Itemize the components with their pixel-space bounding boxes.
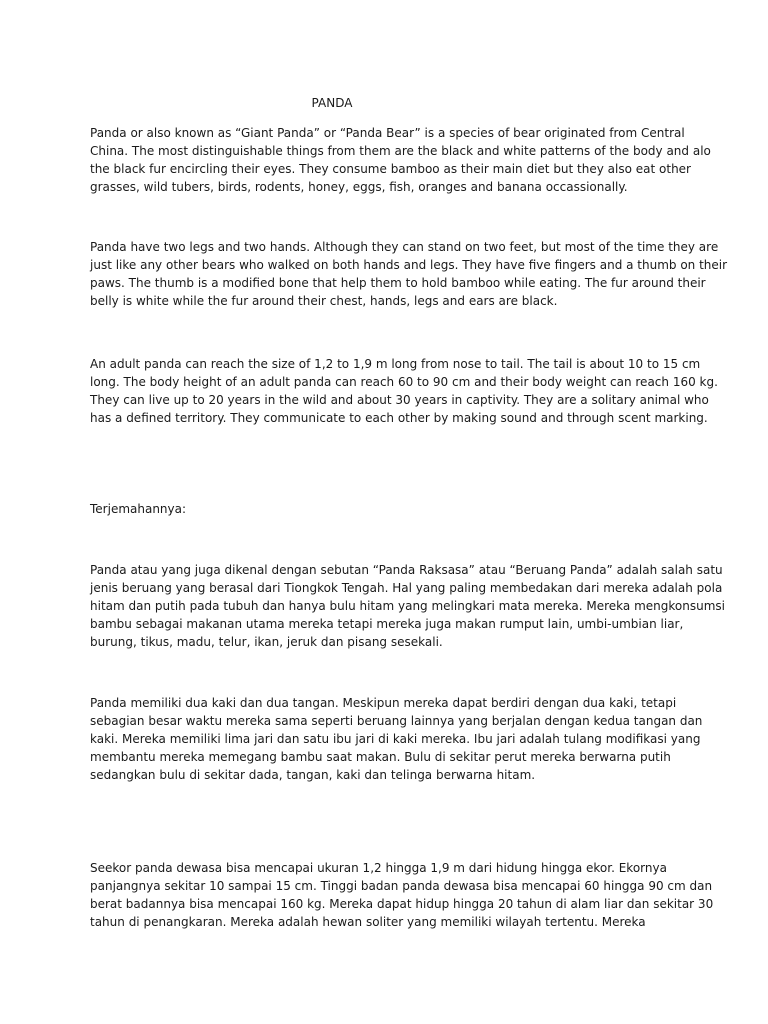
paragraph-anatomy-translation xyxy=(90,694,703,784)
text-line: Seekor panda dewasa bisa mencapai ukuran 1,2 hingga 1,9 m dari hidung hingga ekor. Ekornya xyxy=(90,861,667,875)
text-line: paws. The thumb is a modified bone that help them to hold bamboo while eating. The fur around their xyxy=(90,276,706,290)
text-line: Panda have two legs and two hands. Although they can stand on two feet, but most of the time they are xyxy=(90,240,719,254)
text-line: the black fur encircling their eyes. They consume bamboo as their main diet but they also eat other xyxy=(90,162,691,176)
text-line: jenis beruang yang berasal dari Tiongkok Tengah. Hal yang paling membedakan dari mereka adalah pola xyxy=(90,581,723,595)
text-line: belly is white while the fur around their chest, hands, legs and ears are black. xyxy=(90,294,558,308)
text-line: panjangnya sekitar 10 sampai 15 cm. Tinggi badan panda dewasa bisa mencapai 60 hingga 90 cm dan xyxy=(90,879,713,893)
text-line: kaki. Mereka memiliki lima jari dan satu ibu jari di kaki mereka. Ibu jari adalah tulang modifikasi yang xyxy=(90,732,701,746)
text-line: Terjemahannya: xyxy=(90,502,187,516)
text-line: sedangkan bulu di sekitar dada, tangan, kaki dan telinga berwarna hitam. xyxy=(90,768,536,782)
paragraph-size-translation xyxy=(90,859,714,931)
paragraph-anatomy xyxy=(90,238,728,310)
text-line: tahun di penangkaran. Mereka adalah hewan soliter yang memiliki wilayah tertentu. Mereka xyxy=(90,915,646,929)
translation-heading xyxy=(90,500,686,518)
paragraph-intro xyxy=(90,124,711,196)
paragraph-size xyxy=(90,355,718,427)
text-line: bambu sebagai makanan utama mereka tetapi mereka juga makan rumput lain, umbi-umbian liar, xyxy=(90,617,684,631)
text-line: They can live up to 20 years in the wild and about 30 years in captivity. They are a solitary animal who xyxy=(90,393,709,407)
text-line: has a defined territory. They communicate to each other by making sound and through scent marking. xyxy=(90,411,708,425)
text-line: just like any other bears who walked on both hands and legs. They have five fingers and a thumb on their xyxy=(90,258,728,272)
text-line: berat badannya bisa mencapai 160 kg. Mereka dapat hidup hingga 20 tahun di alam liar dan sekitar 30 xyxy=(90,897,714,911)
text-line: membantu mereka memegang bambu saat makan. Bulu di sekitar perut mereka berwarna putih xyxy=(90,750,671,764)
text-line: Panda memiliki dua kaki dan dua tangan. Meskipun mereka dapat berdiri dengan dua kaki, tetapi xyxy=(90,696,677,710)
text-line: Panda or also known as “Giant Panda” or “Panda Bear” is a species of bear originated from Central xyxy=(90,126,685,140)
document-title: PANDA xyxy=(311,96,353,110)
text-line: China. The most distinguishable things from them are the black and white patterns of the body and alo xyxy=(90,144,711,158)
paragraph-intro-translation xyxy=(90,561,725,651)
text-line: An adult panda can reach the size of 1,2 to 1,9 m long from nose to tail. The tail is about 10 to 15 cm xyxy=(90,357,701,371)
text-line: burung, tikus, madu, telur, ikan, jeruk dan pisang sesekali. xyxy=(90,635,443,649)
text-line: Panda atau yang juga dikenal dengan sebutan “Panda Raksasa” atau “Beruang Panda” adalah salah satu xyxy=(90,563,723,577)
text-line: hitam dan putih pada tubuh dan hanya bulu hitam yang melingkari mata mereka. Mereka mengkonsumsi xyxy=(90,599,725,613)
text-line: long. The body height of an adult panda can reach 60 to 90 cm and their body weight can reach 160 kg. xyxy=(90,375,718,389)
text-line: grasses, wild tubers, birds, rodents, honey, eggs, fish, oranges and banana occassionally. xyxy=(90,180,628,194)
text-line: sebagian besar waktu mereka sama seperti beruang lainnya yang berjalan dengan kedua tangan dan xyxy=(90,714,703,728)
